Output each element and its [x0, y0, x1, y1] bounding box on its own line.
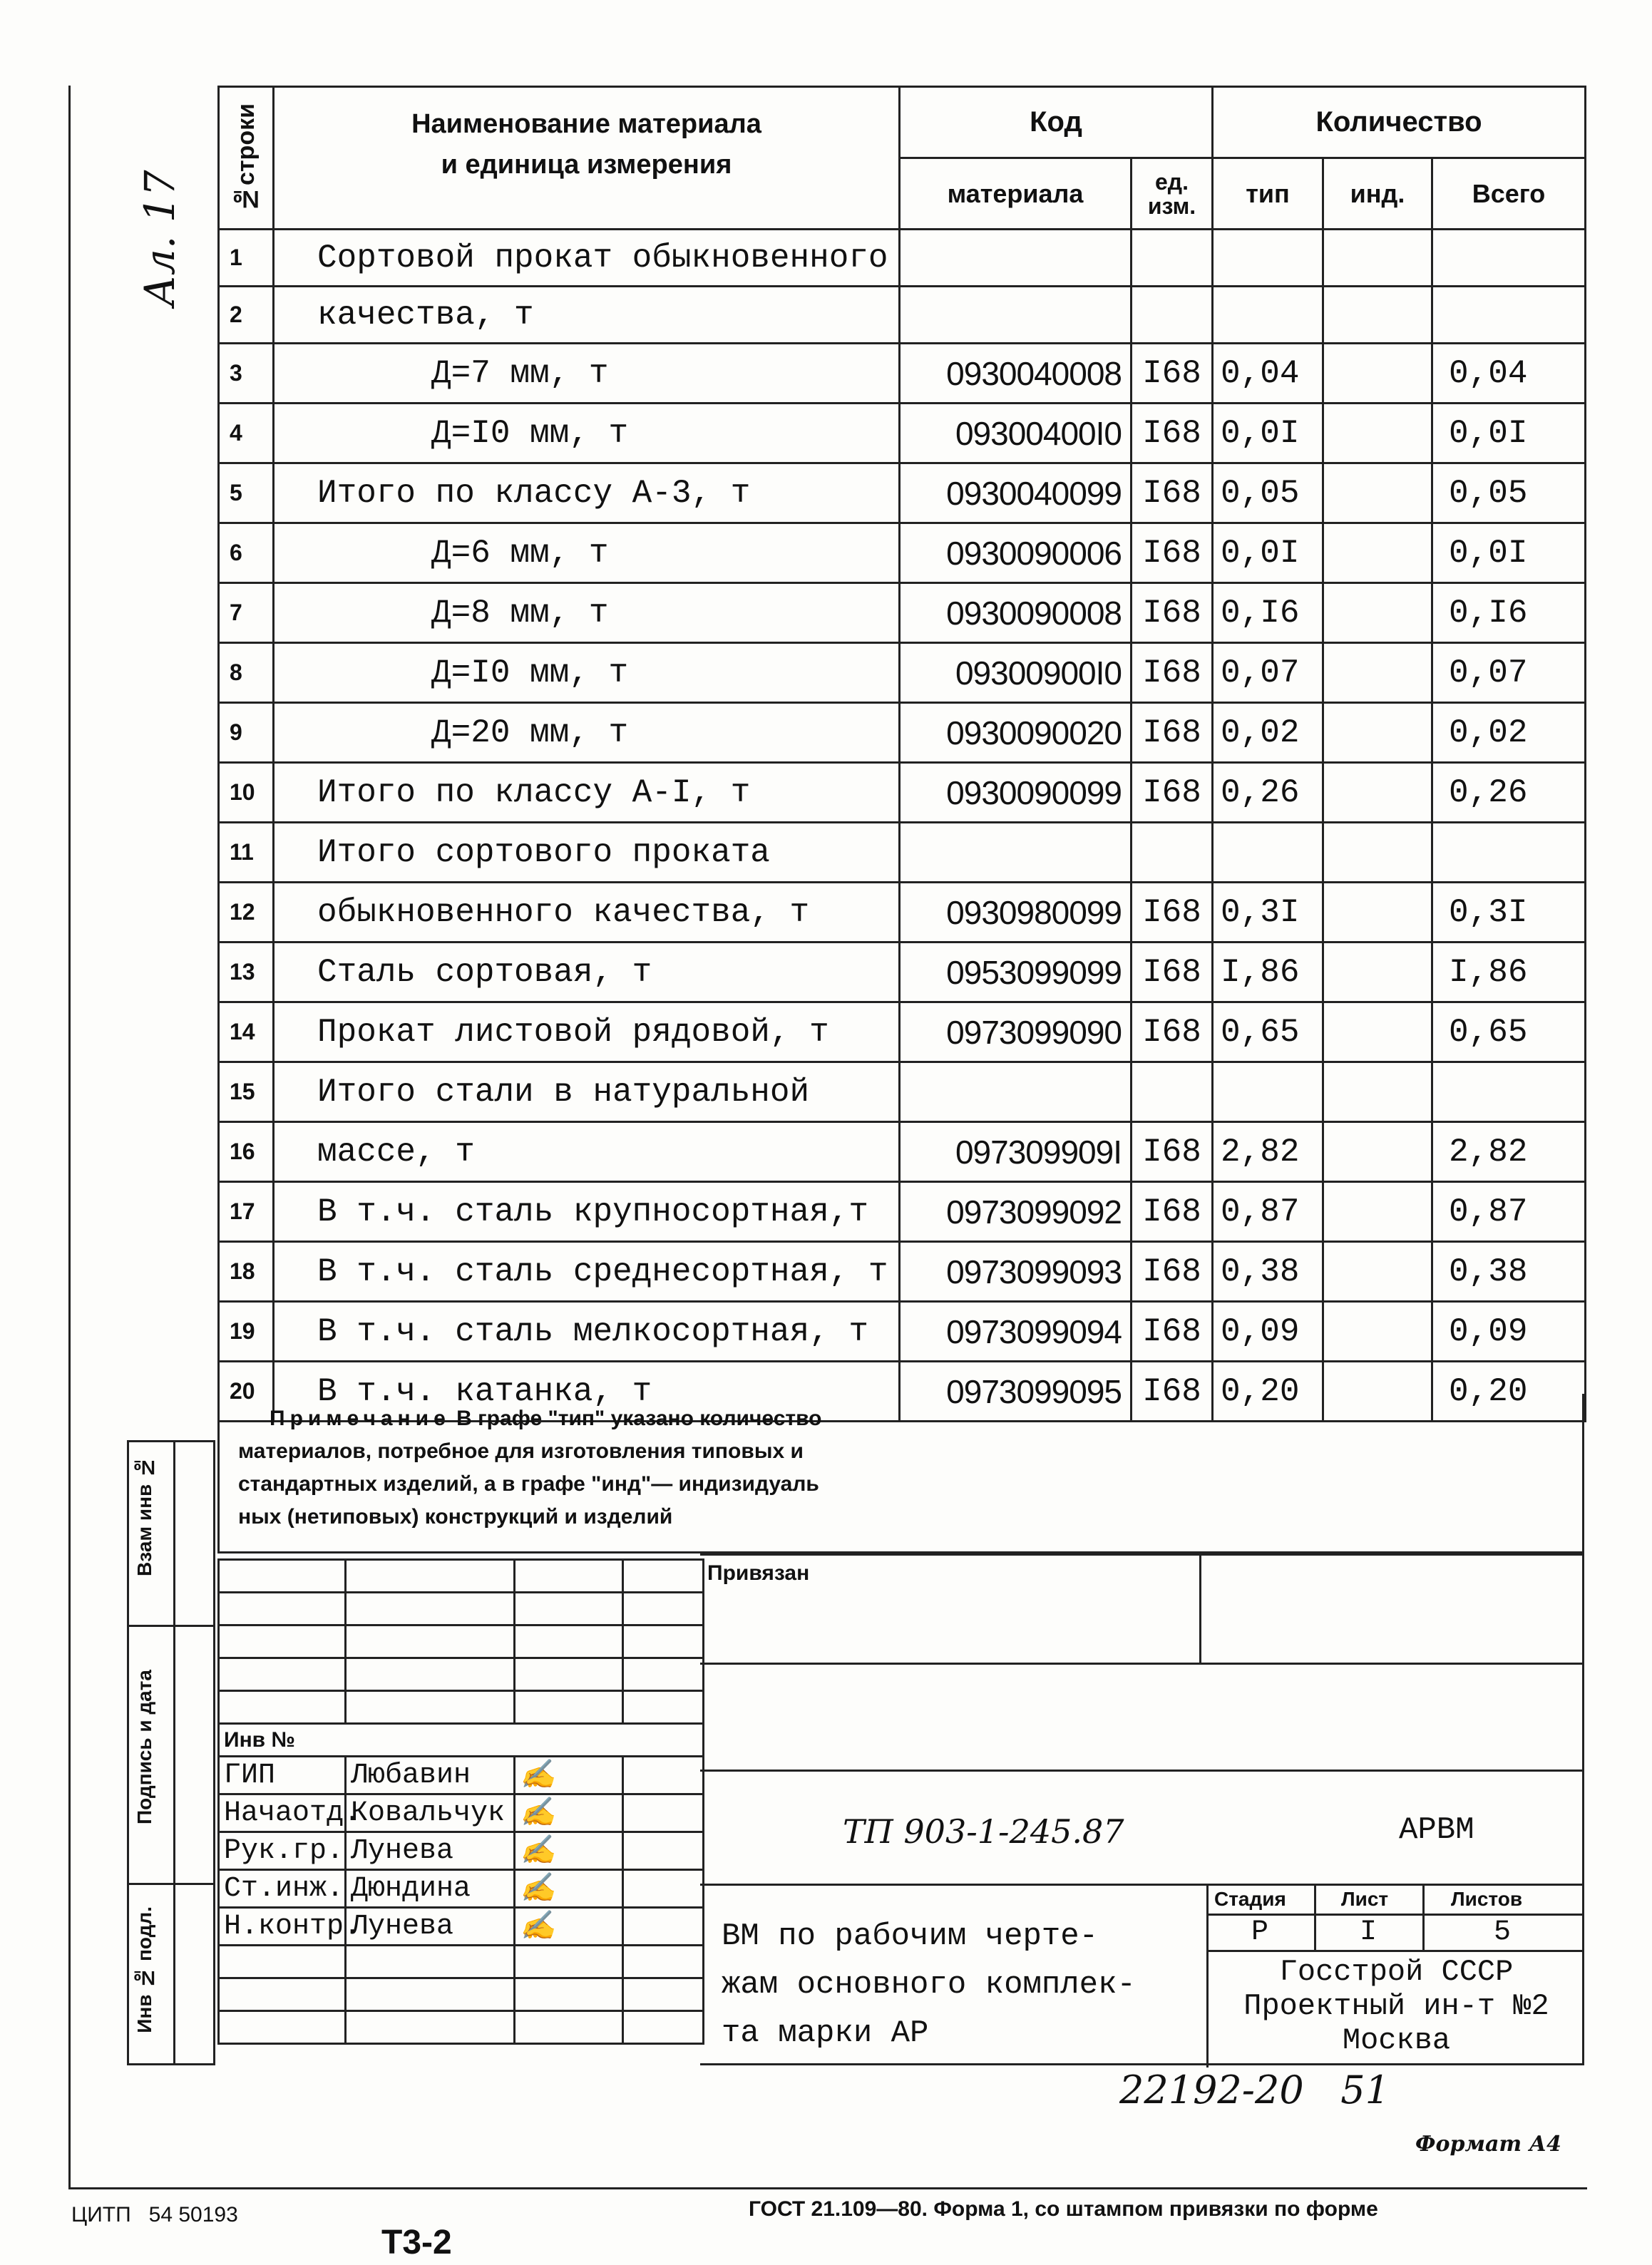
qty-type: [1213, 230, 1323, 287]
qty-type: 0,0I: [1213, 404, 1323, 463]
qty-type: 0,3I: [1213, 883, 1323, 943]
note-line-2: материалов, потребное для изготовления типовых и: [238, 1439, 804, 1463]
qty-total: 0,02: [1432, 703, 1586, 763]
qty-ind: [1323, 463, 1432, 523]
unit-code: I68: [1132, 404, 1213, 463]
table-row: [219, 1302, 1586, 1362]
gost-label: ГОСТ 21.109—80. Форма 1, со штампом привязки по форме: [749, 2197, 1378, 2221]
row-number: 1: [219, 230, 274, 287]
row-number: 14: [219, 1002, 274, 1062]
material-code: 0973099092: [900, 1182, 1132, 1242]
unit-code: [1132, 1062, 1213, 1122]
qty-type: 0,0I: [1213, 523, 1323, 583]
material-code: 0930090099: [900, 763, 1132, 823]
qty-type: 0,05: [1213, 463, 1323, 523]
unit-code: I68: [1132, 344, 1213, 404]
qty-type: 0,09: [1213, 1302, 1323, 1362]
material-name: Д=I0 мм, т: [274, 404, 900, 463]
materials-table: [217, 86, 1586, 1422]
doc-title: ВМ по рабочим черте- жам основного комплек- та марки АР: [722, 1919, 1136, 2051]
qty-total: 0,26: [1432, 763, 1586, 823]
material-code: 0953099099: [900, 943, 1132, 1002]
qty-type: 0,20: [1213, 1362, 1323, 1422]
qty-type: [1213, 823, 1323, 883]
qty-total: I,86: [1432, 943, 1586, 1002]
row-number: 12: [219, 883, 274, 943]
qty-type: 0,02: [1213, 703, 1323, 763]
material-name: Сортовой прокат обыкновенного: [274, 230, 900, 287]
qty-ind: [1323, 230, 1432, 287]
note-line-3: стандартных изделий, а в графе "инд"— индизидуаль: [238, 1472, 819, 1496]
material-name: Итого по классу А-3, т: [274, 463, 900, 523]
table-row: [219, 823, 1586, 883]
unit-code: I68: [1132, 1182, 1213, 1242]
note-box: [217, 1394, 1584, 1553]
unit-code: I68: [1132, 1302, 1213, 1362]
qty-ind: [1323, 1122, 1432, 1182]
qty-total: 2,82: [1432, 1122, 1586, 1182]
material-name: Итого стали в натуральной: [274, 1062, 900, 1122]
material-code: 0973099090: [900, 1002, 1132, 1062]
qty-total: 0,04: [1432, 344, 1586, 404]
qty-type: 0,65: [1213, 1002, 1323, 1062]
unit-code: I68: [1132, 1362, 1213, 1422]
material-code: [900, 287, 1132, 344]
qty-ind: [1323, 643, 1432, 703]
row-number: 4: [219, 404, 274, 463]
qty-total: 0,0I: [1432, 523, 1586, 583]
table-row: [219, 404, 1586, 463]
qty-total: 0,20: [1432, 1362, 1586, 1422]
qty-type: 0,26: [1213, 763, 1323, 823]
row-number: 13: [219, 943, 274, 1002]
qty-ind: [1323, 404, 1432, 463]
qty-total: 0,05: [1432, 463, 1586, 523]
material-name: Итого по классу А-I, т: [274, 763, 900, 823]
qty-ind: [1323, 703, 1432, 763]
unit-code: I68: [1132, 583, 1213, 643]
unit-code: I68: [1132, 703, 1213, 763]
unit-code: [1132, 287, 1213, 344]
qty-ind: [1323, 1242, 1432, 1302]
side-inv-podl: Инв № подл.: [127, 1883, 215, 2065]
row-number: 2: [219, 287, 274, 344]
unit-code: I68: [1132, 1002, 1213, 1062]
series-label: Т3-2: [381, 2224, 452, 2261]
qty-ind: [1323, 583, 1432, 643]
sheet-value: I: [1360, 1916, 1377, 1948]
row-number: 9: [219, 703, 274, 763]
stamp-person-row: ГИП Любавин ✍: [219, 1757, 704, 1794]
table-row: [219, 1062, 1586, 1122]
table-row: [219, 287, 1586, 344]
qty-total: [1432, 823, 1586, 883]
table-row: [219, 1242, 1586, 1302]
qty-type: [1213, 287, 1323, 344]
qty-total: 0,09: [1432, 1302, 1586, 1362]
side-vzam: Взам инв №: [127, 1440, 215, 1627]
qty-type: I,86: [1213, 943, 1323, 1002]
side-podpis: Подпись и дата: [127, 1625, 215, 1885]
material-name: Д=20 мм, т: [274, 703, 900, 763]
material-name: Д=7 мм, т: [274, 344, 900, 404]
table-row: [219, 1002, 1586, 1062]
header-qty-total: Всего: [1432, 158, 1586, 230]
qty-total: 0,I6: [1432, 583, 1586, 643]
qty-ind: [1323, 763, 1432, 823]
qty-ind: [1323, 344, 1432, 404]
unit-code: [1132, 823, 1213, 883]
unit-code: I68: [1132, 763, 1213, 823]
material-name: обыкновенного качества, т: [274, 883, 900, 943]
table-row: [219, 344, 1586, 404]
table-row: [219, 523, 1586, 583]
material-code: 0930040099: [900, 463, 1132, 523]
material-code: [900, 230, 1132, 287]
stamp-person-row: Начаотд. Ковальчук ✍: [219, 1794, 704, 1832]
material-code: 0930980099: [900, 883, 1132, 943]
material-code: 0930090020: [900, 703, 1132, 763]
table-row: [219, 1182, 1586, 1242]
qty-total: [1432, 287, 1586, 344]
row-number: 8: [219, 643, 274, 703]
material-name: Д=I0 мм, т: [274, 643, 900, 703]
qty-total: 0,07: [1432, 643, 1586, 703]
unit-code: [1132, 230, 1213, 287]
table-row: [219, 1122, 1586, 1182]
citp-label: ЦИТП 54 50193: [71, 2203, 238, 2227]
note-line-1: Примечание В графе "тип" указано количество: [270, 1407, 822, 1430]
stamp-right: [700, 1553, 1584, 2065]
qty-type: [1213, 1062, 1323, 1122]
material-name: массе, т: [274, 1122, 900, 1182]
table-row: [219, 943, 1586, 1002]
qty-type: 0,38: [1213, 1242, 1323, 1302]
inv-no-label: Инв №: [219, 1724, 704, 1757]
qty-ind: [1323, 1182, 1432, 1242]
frame-bottom-line: [68, 2187, 1587, 2189]
table-row: [219, 643, 1586, 703]
material-name: Д=8 мм, т: [274, 583, 900, 643]
handwritten-number: 22192-20 51: [1119, 2068, 1390, 2112]
qty-total: 0,0I: [1432, 404, 1586, 463]
qty-total: 0,87: [1432, 1182, 1586, 1242]
qty-ind: [1323, 1302, 1432, 1362]
material-code: 0930090006: [900, 523, 1132, 583]
stamp-signature-grid: [217, 1558, 704, 2045]
stage-value: Р: [1251, 1916, 1269, 1948]
qty-total: 0,65: [1432, 1002, 1586, 1062]
material-name: Прокат листовой рядовой, т: [274, 1002, 900, 1062]
qty-type: 0,07: [1213, 643, 1323, 703]
unit-code: I68: [1132, 1242, 1213, 1302]
doc-mark: АРВМ: [1399, 1812, 1474, 1848]
privyazan-label: Привязан: [707, 1561, 810, 1585]
material-code: 09300900I0: [900, 643, 1132, 703]
stamp-person-row: Рук.гр. Лунева ✍: [219, 1832, 704, 1870]
qty-ind: [1323, 1062, 1432, 1122]
stage-label: Стадия: [1214, 1888, 1286, 1910]
unit-code: I68: [1132, 883, 1213, 943]
qty-type: 0,04: [1213, 344, 1323, 404]
unit-code: I68: [1132, 523, 1213, 583]
qty-total: [1432, 1062, 1586, 1122]
qty-ind: [1323, 1002, 1432, 1062]
qty-ind: [1323, 287, 1432, 344]
material-code: 0930040008: [900, 344, 1132, 404]
qty-ind: [1323, 943, 1432, 1002]
stage-grid: [1209, 1884, 1584, 1952]
material-code: 0973099094: [900, 1302, 1132, 1362]
material-code: 097309909I: [900, 1122, 1132, 1182]
qty-ind: [1323, 523, 1432, 583]
material-name: качества, т: [274, 287, 900, 344]
qty-total: 0,3I: [1432, 883, 1586, 943]
material-name: В т.ч. катанка, т: [274, 1362, 900, 1422]
row-number: 15: [219, 1062, 274, 1122]
organization: Госстрой СССР Проектный ин-т №2 Москва: [1243, 1955, 1549, 2058]
material-code: [900, 823, 1132, 883]
note-line-4: ных (нетиповых) конструкций и изделий: [238, 1505, 673, 1529]
unit-code: I68: [1132, 643, 1213, 703]
table-row: [219, 763, 1586, 823]
material-name: В т.ч. сталь мелкосортная, т: [274, 1302, 900, 1362]
material-code: 0930090008: [900, 583, 1132, 643]
table-row: [219, 230, 1586, 287]
row-number: 5: [219, 463, 274, 523]
row-number: 11: [219, 823, 274, 883]
unit-code: I68: [1132, 1122, 1213, 1182]
row-number: 19: [219, 1302, 274, 1362]
material-name: Д=6 мм, т: [274, 523, 900, 583]
frame-left-line: [68, 86, 71, 2189]
qty-type: 0,I6: [1213, 583, 1323, 643]
material-name: Сталь сортовая, т: [274, 943, 900, 1002]
header-code-material: материала: [900, 158, 1132, 230]
material-code: 09300400I0: [900, 404, 1132, 463]
table-row: [219, 883, 1586, 943]
format-label: Формат А4: [1415, 2132, 1561, 2157]
material-code: 0973099093: [900, 1242, 1132, 1302]
header-qty-type: тип: [1213, 158, 1323, 230]
row-number: 7: [219, 583, 274, 643]
stamp-person-row: Ст.инж. Дюндина ✍: [219, 1870, 704, 1908]
sheet-label: Лист: [1341, 1888, 1389, 1910]
row-number: 20: [219, 1362, 274, 1422]
sheets-label: Листов: [1451, 1888, 1523, 1910]
unit-code: I68: [1132, 463, 1213, 523]
margin-note: Ал. 17: [135, 170, 184, 307]
table-row: [219, 583, 1586, 643]
header-name: Наименование материала и единица измерения: [274, 87, 900, 230]
qty-ind: [1323, 883, 1432, 943]
qty-type: 2,82: [1213, 1122, 1323, 1182]
row-number: 17: [219, 1182, 274, 1242]
header-row-no: №строки: [219, 87, 274, 230]
material-code: 0973099095: [900, 1362, 1132, 1422]
qty-ind: [1323, 823, 1432, 883]
row-number: 16: [219, 1122, 274, 1182]
row-number: 18: [219, 1242, 274, 1302]
qty-total: 0,38: [1432, 1242, 1586, 1302]
header-quantity: Количество: [1213, 87, 1586, 158]
doc-code: ТП 903-1-245.87: [843, 1812, 1124, 1851]
material-code: [900, 1062, 1132, 1122]
material-name: Итого сортового проката: [274, 823, 900, 883]
row-number: 10: [219, 763, 274, 823]
qty-total: [1432, 230, 1586, 287]
header-qty-ind: инд.: [1323, 158, 1432, 230]
unit-code: I68: [1132, 943, 1213, 1002]
material-name: В т.ч. сталь крупносортная,т: [274, 1182, 900, 1242]
table-row: [219, 703, 1586, 763]
qty-type: 0,87: [1213, 1182, 1323, 1242]
material-name: В т.ч. сталь среднесортная, т: [274, 1242, 900, 1302]
header-code: Код: [900, 87, 1213, 158]
header-code-unit: ед. изм.: [1132, 158, 1213, 230]
table-row: [219, 463, 1586, 523]
row-number: 3: [219, 344, 274, 404]
stamp-person-row: Н.контр. Лунева ✍: [219, 1908, 704, 1946]
row-number: 6: [219, 523, 274, 583]
sheets-value: 5: [1494, 1916, 1512, 1948]
